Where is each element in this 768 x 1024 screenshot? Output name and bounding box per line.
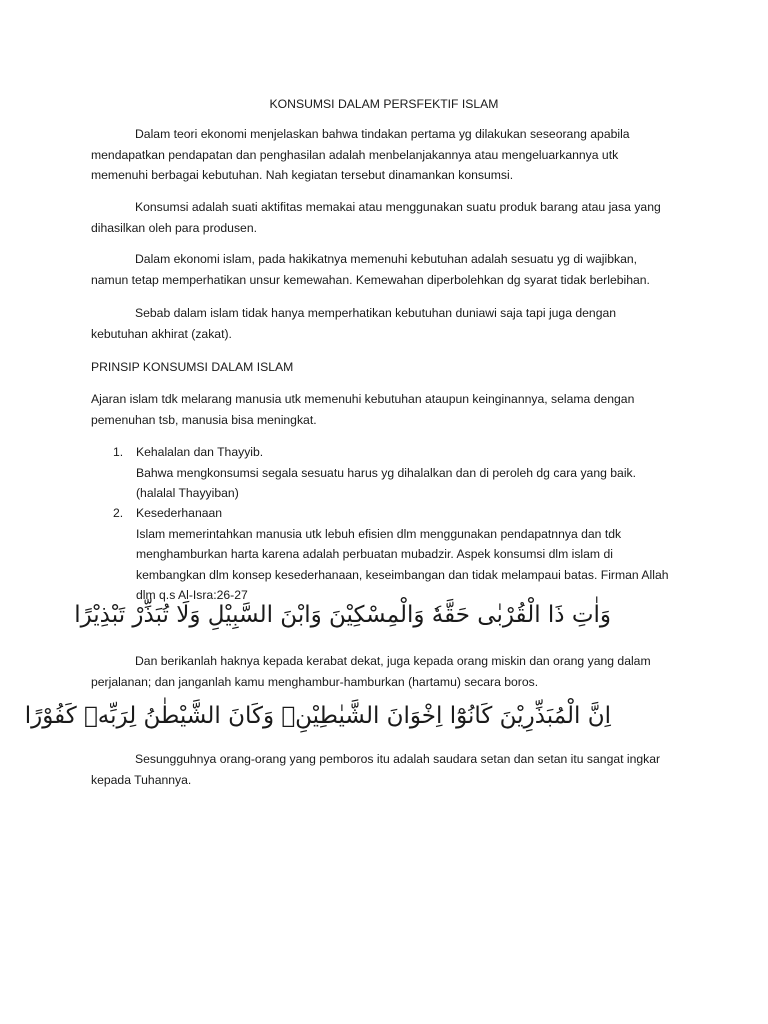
list-item-body: Bahwa mengkonsumsi segala sesuatu harus yg dihalalkan dan di peroleh dg cara yang baik. (halalal Thayyiban) bbox=[136, 465, 637, 500]
section-intro bbox=[91, 389, 671, 430]
list-item-heading: Kesederhanaan bbox=[136, 506, 223, 520]
paragraph-text: Dalam ekonomi islam, pada hakikatnya memenuhi kebutuhan adalah sesuatu yg di wajibkan, namun tetap memperhatikan unsur kemewahan. Kemewahan diperbolehkan dg syarat tidak berlebihan. bbox=[91, 252, 650, 287]
paragraph-text: Dalam teori ekonomi menjelaskan bahwa tindakan pertama yg dilakukan seseorang apabila mendapatkan pendapatan dan penghasilan adalah menbelanjakannya atau mengeluarkannya utk memenuhi berbagai kebutuhan. Nah kegiatan tersebut dinamankan konsumsi. bbox=[91, 127, 630, 182]
list-item-content bbox=[136, 442, 671, 504]
quran-verse-arabic-26: وَاٰتِ ذَا الْقُرْبٰى حَقَّهٗ وَالْمِسْكِيْنَ وَابْنَ السَّبِيْلِ وَلَا تُبَذِّرْ تَبْذِيْرًا bbox=[74, 602, 611, 628]
translation-text: Sesungguhnya orang-orang yang pemboros itu adalah saudara setan dan setan itu sangat ingkar kepada Tuhannya. bbox=[91, 752, 661, 787]
document-title: KONSUMSI DALAM PERSFEKTIF ISLAM bbox=[269, 97, 499, 111]
list-item-halal bbox=[91, 442, 671, 504]
paragraph-consumption-definition bbox=[91, 197, 671, 238]
verse-26-translation bbox=[91, 651, 671, 692]
paragraph-consumption-theory bbox=[91, 124, 671, 186]
section-intro-text: Ajaran islam tdk melarang manusia utk memenuhi kebutuhan ataupun keinginannya, selama dengan pemenuhan tsb, manusia bisa meningkat. bbox=[91, 392, 635, 427]
paragraph-islamic-economics bbox=[91, 249, 671, 290]
verse-27-translation bbox=[91, 749, 671, 790]
paragraph-text: Sebab dalam islam tidak hanya memperhatikan kebutuhan duniawi saja tapi juga dengan kebutuhan akhirat (zakat). bbox=[91, 306, 617, 341]
section-heading-text: PRINSIP KONSUMSI DALAM ISLAM bbox=[91, 360, 294, 374]
paragraph-text: Konsumsi adalah suati aktifitas memakai atau menggunakan suatu produk barang atau jasa yang dihasilkan oleh para produsen. bbox=[91, 200, 661, 235]
list-number: 1. bbox=[113, 445, 124, 459]
list-item-heading: Kehalalan dan Thayyib. bbox=[136, 445, 264, 459]
list-item-body: Islam memerintahkan manusia utk lebuh efisien dlm menggunakan pendapatnnya dan tdk menghamburkan harta karena adalah perbuatan mubadzir. Aspek konsumsi dlm islam di kembangkan dlm konsep kesederhanaan, keseimbangan dan tidak melampaui batas. Firman Allah dlm q.s Al-Isra:26-27 bbox=[136, 526, 669, 602]
list-item-simplicity bbox=[91, 503, 671, 603]
quran-verse-arabic-27: اِنَّ الْمُبَذِّرِيْنَ كَانُوْٓا اِخْوَانَ الشَّيٰطِيْنِۗ وَكَانَ الشَّيْطٰنُ لِرَبِّهٖ كَفُوْرًا bbox=[24, 703, 611, 729]
list-item-content bbox=[136, 503, 671, 606]
translation-text: Dan berikanlah haknya kepada kerabat dekat, juga kepada orang miskin dan orang yang dalam perjalanan; dan janganlah kamu menghambur-hamburkan (hartamu) secara boros. bbox=[91, 654, 651, 689]
paragraph-worldly-hereafter bbox=[91, 303, 671, 344]
section-heading bbox=[91, 357, 671, 378]
list-number: 2. bbox=[113, 506, 124, 520]
